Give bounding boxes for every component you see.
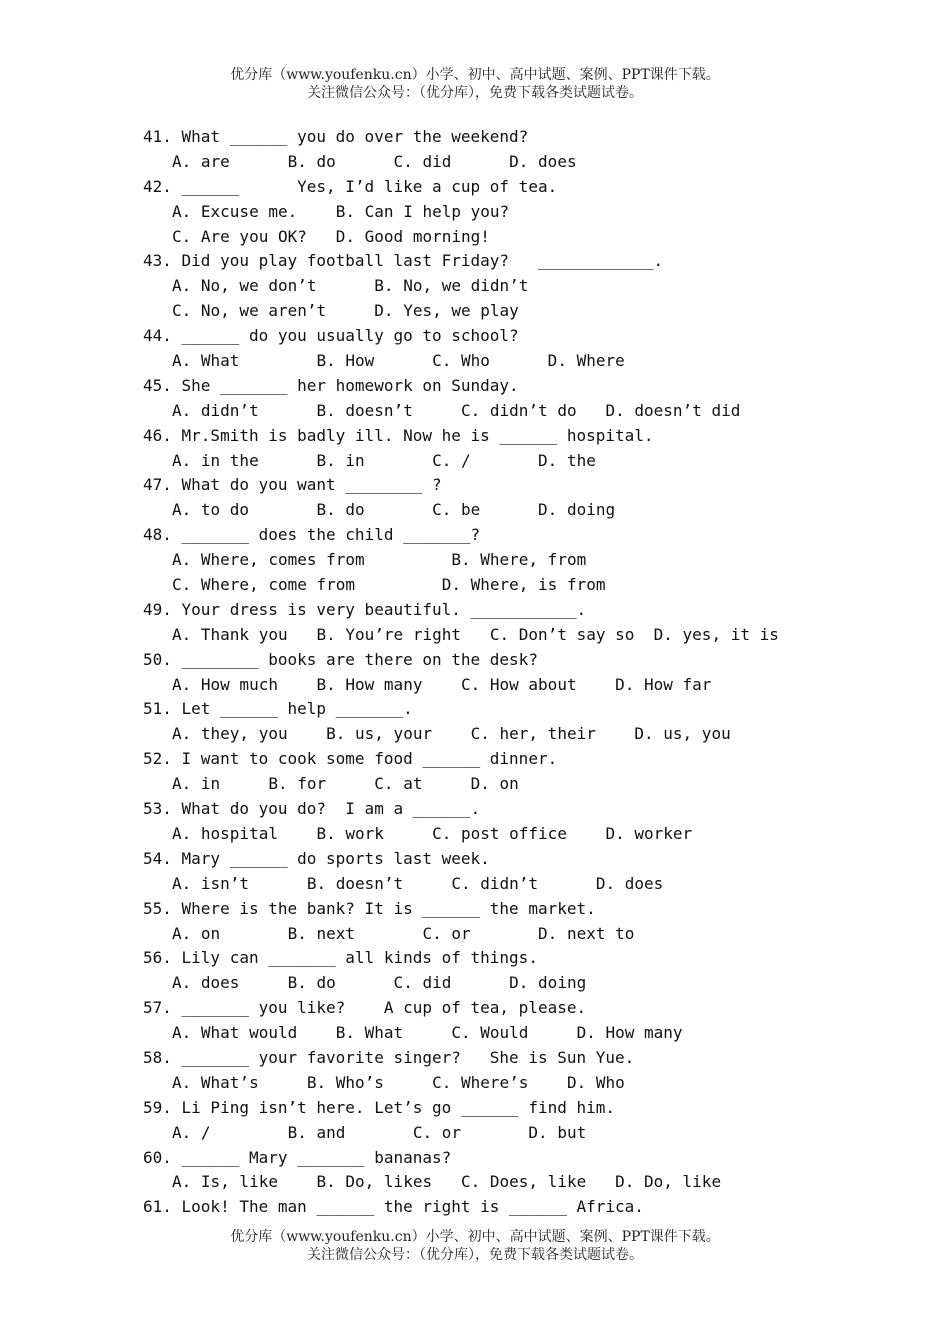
answer-options: A. are B. do C. did D. does xyxy=(172,151,577,171)
question-text: 55. Where is the bank? It is ______ the market. xyxy=(143,898,596,918)
question-text: 57. _______ you like? A cup of tea, please. xyxy=(143,998,587,1018)
question-text: 51. Let ______ help _______. xyxy=(143,699,413,719)
footer-line-2: 关注微信公众号：（优分库），免费下载各类试题试卷。 xyxy=(307,1247,643,1263)
question-text: 44. ______ do you usually go to school? xyxy=(143,326,519,346)
answer-options: A. didn’t B. doesn’t C. didn’t do D. doesn’t did xyxy=(172,400,741,420)
footer-line-1: 优分库（www.youfenku.cn）小学、初中、高中试题、案例、PPT课件下载。 xyxy=(230,1229,720,1245)
answer-options: A. they, you B. us, your C. her, their D. us, you xyxy=(172,724,731,744)
answer-options: A. What’s B. Who’s C. Where’s D. Who xyxy=(172,1072,625,1092)
question-text: 54. Mary ______ do sports last week. xyxy=(143,848,490,868)
question-text: 42. ______ Yes, I’d like a cup of tea. xyxy=(143,176,558,196)
answer-options: A. in B. for C. at D. on xyxy=(172,774,519,794)
question-text: 41. What ______ you do over the weekend? xyxy=(143,127,529,146)
answer-options: A. Excuse me. B. Can I help you? xyxy=(172,201,510,221)
answer-options: A. / B. and C. or D. but xyxy=(172,1122,587,1142)
answer-options: A. Thank you B. You’re right C. Don’t say so D. yes, it is xyxy=(172,624,779,644)
answer-options: C. Where, come from D. Where, is from xyxy=(172,575,606,595)
page-header xyxy=(0,66,950,102)
question-text: 49. Your dress is very beautiful. ___________. xyxy=(143,599,587,619)
answer-options: A. What would B. What C. Would D. How many xyxy=(172,1023,683,1043)
answer-options: A. does B. do C. did D. doing xyxy=(172,973,587,993)
question-text: 52. I want to cook some food ______ dinner. xyxy=(143,749,558,769)
question-text: 45. She _______ her homework on Sunday. xyxy=(143,375,519,395)
question-text: 61. Look! The man ______ the right is ______ Africa. xyxy=(143,1197,644,1217)
question-text: 47. What do you want ________ ? xyxy=(143,475,442,495)
exercise-list xyxy=(143,125,863,1220)
page-footer xyxy=(0,1228,950,1264)
answer-options: A. isn’t B. doesn’t C. didn’t D. does xyxy=(172,873,664,893)
answer-options: A. to do B. do C. be D. doing xyxy=(172,500,616,520)
question-text: 43. Did you play football last Friday? ____________. xyxy=(143,251,664,271)
question-text: 48. _______ does the child _______? xyxy=(143,525,481,545)
header-line-1: 优分库（www.youfenku.cn）小学、初中、高中试题、案例、PPT课件下载。 xyxy=(230,67,720,83)
answer-options: A. in the B. in C. / D. the xyxy=(172,450,596,470)
answer-options: C. Are you OK? D. Good morning! xyxy=(172,226,490,246)
question-text: 56. Lily can _______ all kinds of things. xyxy=(143,948,538,968)
answer-options: A. Where, comes from B. Where, from xyxy=(172,550,587,570)
header-line-2: 关注微信公众号：（优分库），免费下载各类试题试卷。 xyxy=(307,85,643,101)
question-text: 53. What do you do? I am a ______. xyxy=(143,799,481,819)
answer-options: C. No, we aren’t D. Yes, we play xyxy=(172,301,519,321)
question-text: 60. ______ Mary _______ bananas? xyxy=(143,1147,452,1167)
question-text: 59. Li Ping isn’t here. Let’s go ______ find him. xyxy=(143,1097,616,1117)
answer-options: A. Is, like B. Do, likes C. Does, like D. Do, like xyxy=(172,1172,722,1192)
answer-options: A. What B. How C. Who D. Where xyxy=(172,351,625,371)
answer-options: A. hospital B. work C. post office D. worker xyxy=(172,823,693,843)
answer-options: A. How much B. How many C. How about D. How far xyxy=(172,674,712,694)
answer-options: A. on B. next C. or D. next to xyxy=(172,923,635,943)
answer-options: A. No, we don’t B. No, we didn’t xyxy=(172,276,529,296)
question-text: 46. Mr.Smith is badly ill. Now he is ______ hospital. xyxy=(143,425,654,445)
question-text: 50. ________ books are there on the desk? xyxy=(143,649,538,669)
question-text: 58. _______ your favorite singer? She is Sun Yue. xyxy=(143,1047,635,1067)
